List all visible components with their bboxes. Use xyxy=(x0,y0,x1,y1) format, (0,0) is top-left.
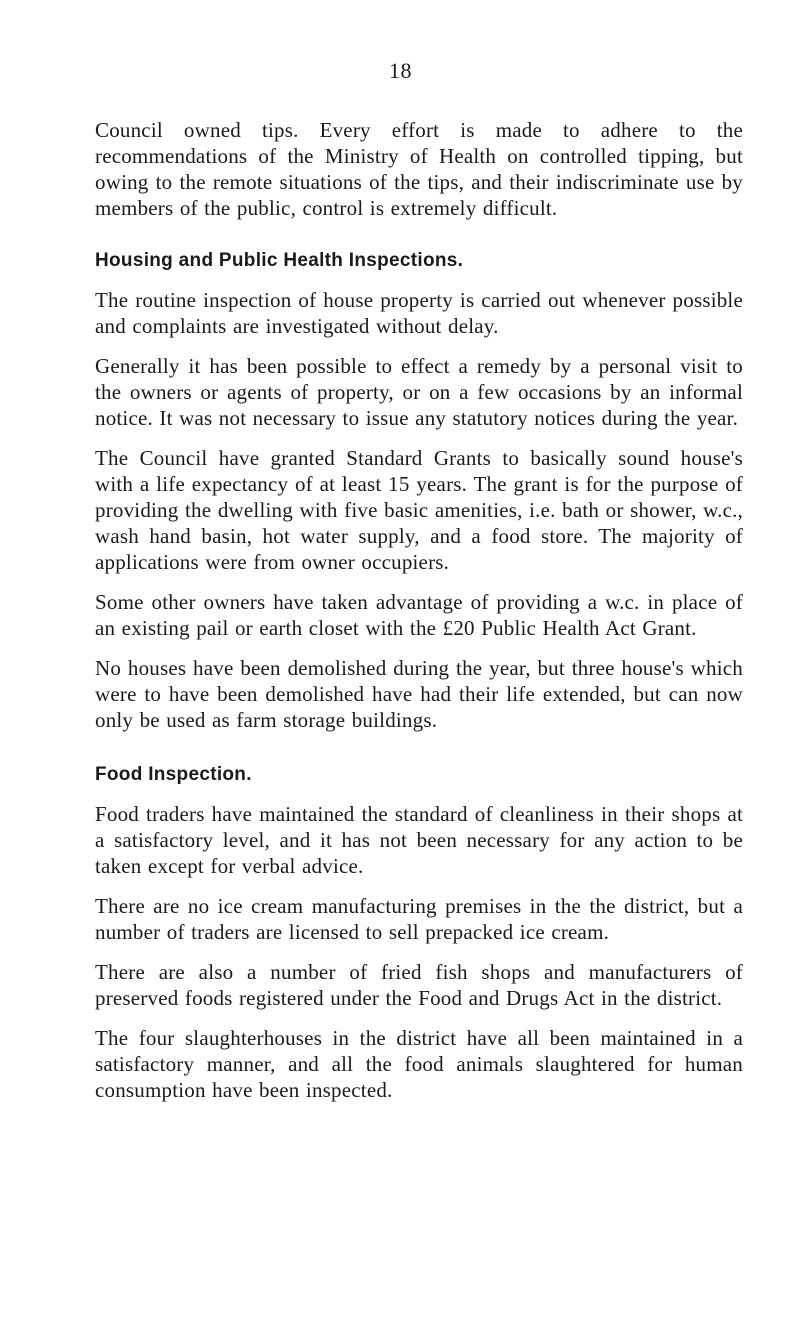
section-heading-housing: Housing and Public Health Inspections. xyxy=(95,250,464,271)
paragraph: There are also a number of fried fish shops and manufacturers of preserved foods registered under the Food and Drugs Act in the district. xyxy=(95,960,743,1010)
paragraph: Generally it has been possible to effect a remedy by a personal visit to the owners or agents of property, or on a few occasions by an informal notice. It was not necessary to issue any statutory notices during the year. xyxy=(95,354,743,430)
paragraph: Food traders have maintained the standard of cleanliness in their shops at a satisfactory level, and it has not been necessary for any action to be taken except for verbal advice. xyxy=(95,802,743,878)
paragraph: The routine inspection of house property is carried out whenever possible and complaints are investigated without delay. xyxy=(95,288,743,338)
page-number: 18 xyxy=(389,58,412,83)
section-heading-food-inspection: Food Inspection. xyxy=(95,764,252,785)
page-content xyxy=(95,117,743,1117)
paragraph: No houses have been demolished during the year, but three house's which were to have been demolished have had their life extended, but can now only be used as farm storage buildings. xyxy=(95,656,743,732)
paragraph: The Council have granted Standard Grants to basically sound house's with a life expectancy of at least 15 years. The grant is for the purpose of providing the dwelling with five basic amenities, i.e. bath or shower, w.c., wash hand basin, hot water supply, and a food store. The majority of applications were from owner occupiers. xyxy=(95,446,743,574)
paragraph: The four slaughterhouses in the district have all been maintained in a satisfactory manner, and all the food animals slaughtered for human consumption have been inspected. xyxy=(95,1026,743,1102)
paragraph: There are no ice cream manufacturing premises in the the district, but a number of traders are licensed to sell prepacked ice cream. xyxy=(95,894,743,944)
paragraph: Council owned tips. Every effort is made to adhere to the recommendations of the Ministry of Health on controlled tipping, but owing to the remote situations of the tips, and their indiscriminate use by members of the public, control is extremely difficult. xyxy=(95,118,743,220)
paragraph: Some other owners have taken advantage of providing a w.c. in place of an existing pail or earth closet with the £20 Public Health Act Grant. xyxy=(95,590,743,640)
